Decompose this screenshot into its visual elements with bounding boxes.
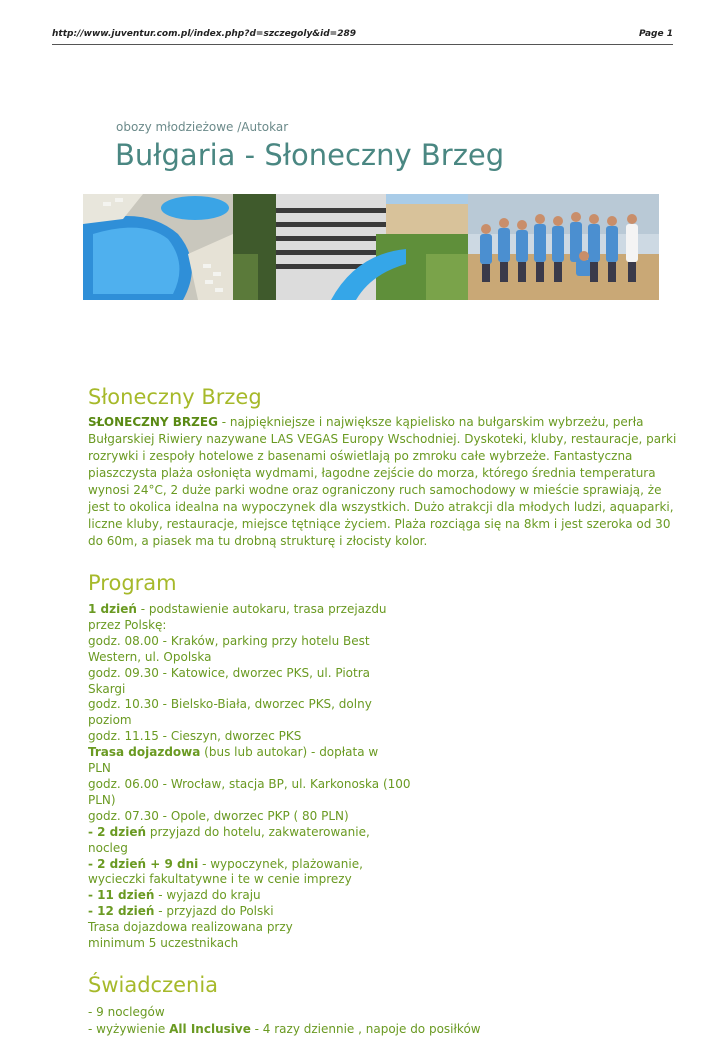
photo-hotel-building xyxy=(276,194,468,300)
section-heading-swiadczenia: Świadczenia xyxy=(88,972,219,997)
header-url: http://www.juventur.com.pl/index.php?d=szczegoly&id=289 xyxy=(52,29,357,39)
program-line: godz. 08.00 - Kraków, parking przy hotelu Best Western, ul. Opolska xyxy=(88,633,370,664)
program-line: Trasa dojazdowa realizowana przy minimum 5 uczestnikach xyxy=(88,920,293,951)
photo-strip xyxy=(83,194,659,300)
photo-group-beach xyxy=(468,194,659,300)
benefit-line: - 9 noclegów xyxy=(88,1004,165,1019)
section-heading-sloneczny-brzeg: Słoneczny Brzeg xyxy=(88,385,262,409)
breadcrumb: obozy młodzieżowe /Autokar xyxy=(116,120,289,134)
description-paragraph xyxy=(88,414,680,550)
program-line: Trasa dojazdowa (bus lub autokar) - dopłata w PLN xyxy=(88,745,379,776)
benefit-line: - wyżywienie All Inclusive - 4 razy dziennie , napoje do posiłków xyxy=(88,1021,481,1036)
program-line: - 2 dzień + 9 dni - wypoczynek, plażowanie, wycieczki fakultatywne i te w cenie imprezy xyxy=(88,856,363,887)
program-line: 1 dzień - podstawienie autokaru, trasa przejazdu przez Polskę: xyxy=(88,602,387,632)
main-content xyxy=(88,382,680,1038)
description-lead: SŁONECZNY BRZEG xyxy=(88,415,218,429)
page-title: Bułgaria - Słoneczny Brzeg xyxy=(115,138,505,172)
program-line: godz. 10.30 - Bielsko-Biała, dworzec PKS, dolny poziom xyxy=(88,697,372,728)
program-line: - 2 dzień przyjazd do hotelu, zakwaterowanie, nocleg xyxy=(88,824,370,855)
program-line: - 11 dzień - wyjazd do kraju xyxy=(88,888,261,903)
benefits-list xyxy=(88,1004,680,1038)
print-header xyxy=(52,29,673,45)
program-line: - 12 dzień - przyjazd do Polski xyxy=(88,904,274,919)
program-line: godz. 09.30 - Katowice, dworzec PKS, ul. Piotra Skargi xyxy=(88,665,370,696)
program-list xyxy=(88,602,411,952)
photo-hotel-pool xyxy=(83,194,276,300)
header-page-number: Page 1 xyxy=(638,29,673,39)
program-line: godz. 06.00 - Wrocław, stacja BP, ul. Karkonoska (100 PLN) xyxy=(88,776,411,807)
section-heading-program: Program xyxy=(88,571,177,595)
program-line: godz. 07.30 - Opole, dworzec PKP ( 80 PLN) xyxy=(88,808,349,823)
description-text: - najpiękniejsze i największe kąpielisko na bułgarskim wybrzeżu, perła Bułgarskiej Riwiery nazywane LAS VEGAS Europy Wschodniej. Dyskoteki, kluby, restauracje, parki rozrywki i zespoły hotelowe z basenami oświetlają po zmroku całe wybrzeże. Fantastyczna piaszczysta plaża osłonięta wydmami, łagodne zejście do morza, którego średnia temperatura wynosi 24°C, 2 duże parki wodne oraz ograniczony ruch samochodowy w mieście sprawiają, że jest to okolica idealna na wypoczynek dla wszystkich. Dużo atrakcji dla młodych ludzi, aquaparki, liczne kluby, restauracje, miejsce tętniące życiem. Plaża rozciąga się na 8km i jest szeroka od 30 do 60m, a piasek ma tu drobną strukturę i złocisty kolor. xyxy=(88,415,677,548)
program-line: godz. 11.15 - Cieszyn, dworzec PKS xyxy=(88,729,302,744)
